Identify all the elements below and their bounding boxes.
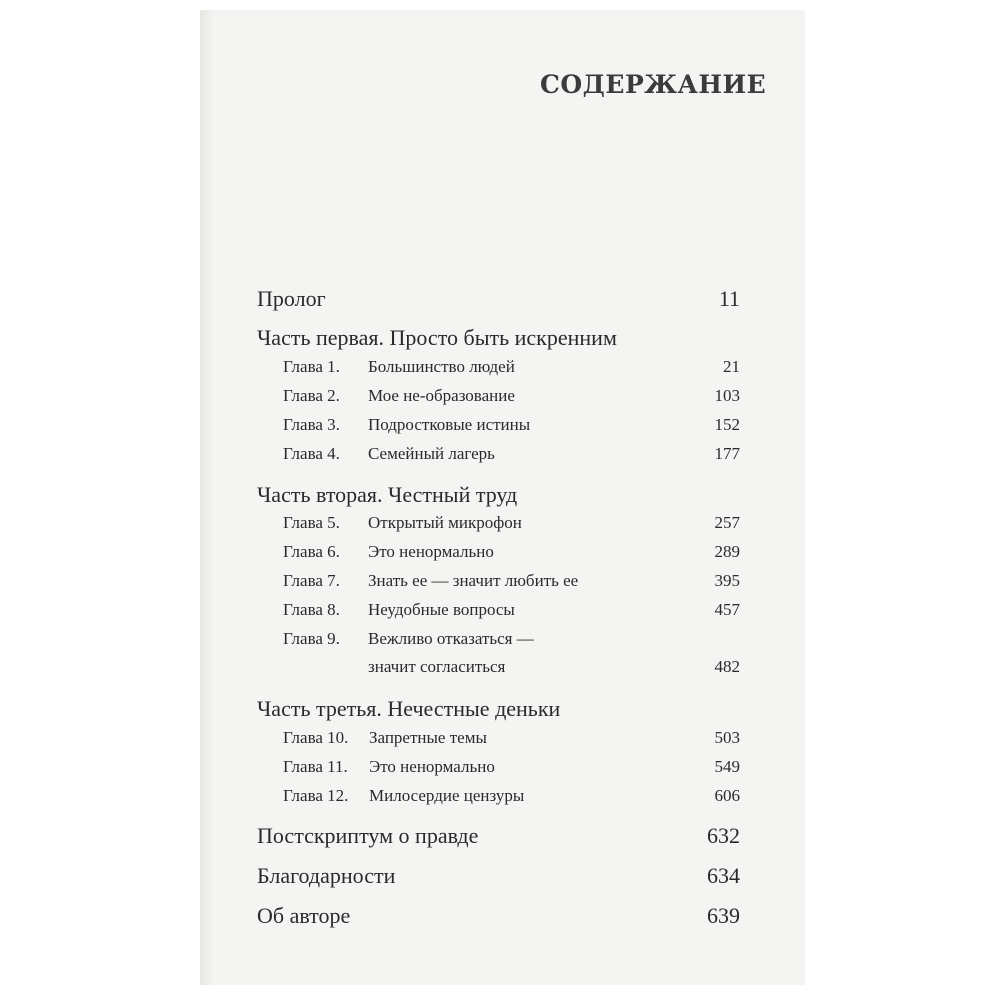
chapter-title: Вежливо отказаться — (368, 629, 534, 648)
chapter-label: Глава 10. (283, 728, 349, 747)
chapter-label: Глава 8. (283, 600, 340, 619)
toc-chapter-5 (283, 513, 740, 545)
toc-chapter-3 (283, 415, 740, 447)
entry-page: 632 (707, 823, 740, 848)
toc-chapter-11 (283, 757, 740, 789)
part-title: Часть третья. Нечестные деньки (257, 696, 561, 721)
chapter-label: Глава 5. (283, 513, 340, 532)
chapter-page: 549 (714, 757, 740, 776)
chapter-page: 482 (714, 657, 740, 676)
toc-chapter-6 (283, 542, 740, 574)
entry-title: Пролог (257, 286, 326, 311)
chapter-page: 152 (714, 415, 740, 434)
chapter-label: Глава 9. (283, 629, 340, 648)
chapter-title: Подростковые истины (368, 415, 531, 434)
chapter-page: 257 (714, 513, 740, 532)
entry-page: 634 (707, 863, 740, 888)
chapter-title: Милосердие цензуры (369, 786, 525, 805)
toc-chapter-12 (283, 786, 740, 818)
chapter-label: Глава 6. (283, 542, 340, 561)
spine-shadow (200, 10, 214, 985)
chapter-label: Глава 2. (283, 386, 340, 405)
chapter-page: 395 (714, 571, 740, 590)
entry-page: 11 (718, 286, 740, 311)
part-title: Часть первая. Просто быть искренним (257, 325, 617, 350)
chapter-title-continued: значит согласиться (368, 657, 506, 676)
chapter-title: Знать ее — значит любить ее (368, 571, 579, 590)
chapter-label: Глава 11. (283, 757, 348, 776)
toc-chapter-10 (283, 728, 740, 760)
toc-chapter-1 (283, 357, 740, 389)
entry-title: Постскриптум о правде (257, 823, 479, 848)
part-title: Часть вторая. Честный труд (257, 482, 518, 507)
toc-heading: СОДЕРЖАНИЕ (540, 70, 767, 99)
toc-part-1 (257, 325, 740, 357)
chapter-page: 503 (714, 728, 740, 747)
chapter-page: 177 (714, 444, 740, 463)
chapter-page: 103 (714, 386, 740, 405)
chapter-label: Глава 3. (283, 415, 340, 434)
chapter-page: 606 (714, 786, 740, 805)
chapter-title: Открытый микрофон (368, 513, 522, 532)
toc-entry-acknowledgements (257, 863, 740, 895)
chapter-title: Мое не-образование (368, 386, 515, 405)
chapter-title: Семейный лагерь (368, 444, 495, 463)
toc-chapter-9-continued (283, 657, 740, 689)
entry-title: Об авторе (257, 903, 351, 928)
chapter-page: 21 (723, 357, 740, 376)
toc-part-3 (257, 696, 740, 728)
toc-chapter-7 (283, 571, 740, 603)
entry-page: 639 (707, 903, 740, 928)
toc-chapter-2 (283, 386, 740, 418)
chapter-page: 457 (714, 600, 740, 619)
chapter-title: Это ненормально (369, 757, 495, 776)
chapter-title: Неудобные вопросы (368, 600, 515, 619)
chapter-label: Глава 12. (283, 786, 349, 805)
entry-title: Благодарности (257, 863, 396, 888)
chapter-label: Глава 1. (283, 357, 340, 376)
chapter-title: Большинство людей (368, 357, 515, 376)
toc-entry-prologue (257, 286, 740, 318)
chapter-title: Запретные темы (369, 728, 487, 747)
toc-part-2 (257, 482, 740, 514)
chapter-label: Глава 4. (283, 444, 340, 463)
toc-chapter-4 (283, 444, 740, 476)
chapter-label: Глава 7. (283, 571, 340, 590)
chapter-title: Это ненормально (368, 542, 494, 561)
toc-entry-postscript (257, 823, 740, 855)
toc-chapter-8 (283, 600, 740, 632)
toc-entry-about-author (257, 903, 740, 935)
chapter-page: 289 (714, 542, 740, 561)
